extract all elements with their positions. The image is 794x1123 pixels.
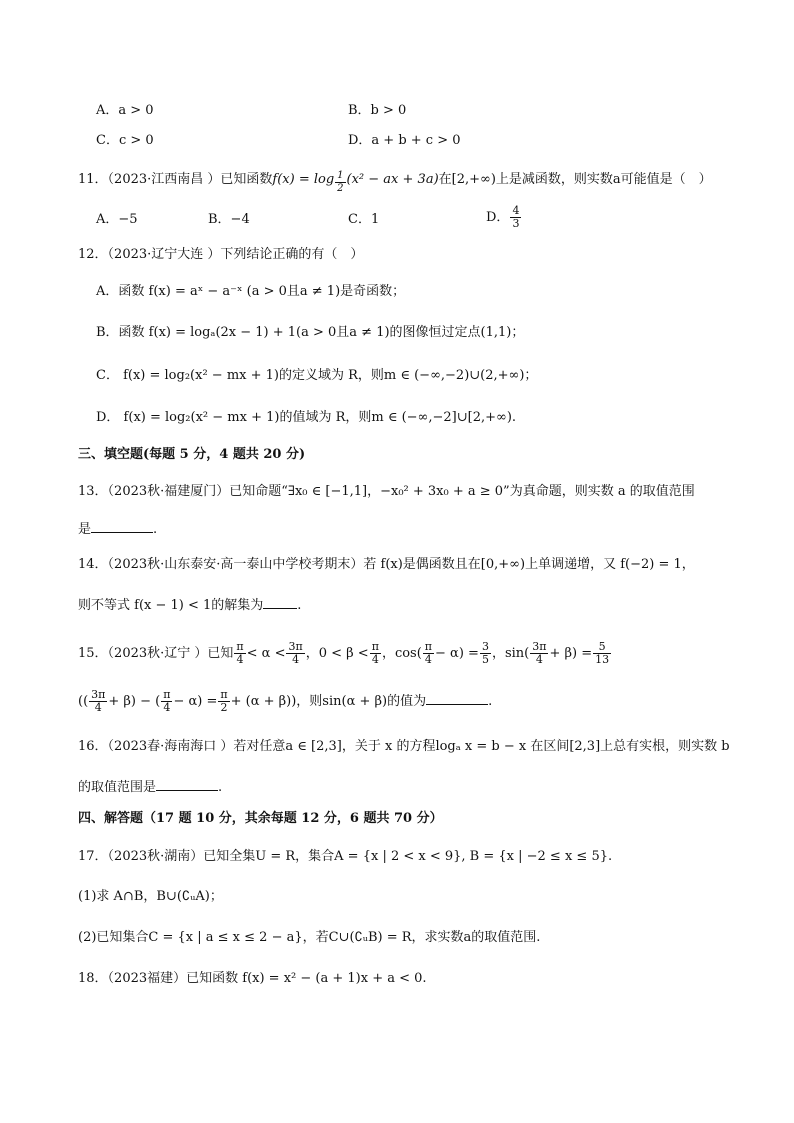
q10-option-d: D．a + b + c > 0 xyxy=(348,133,461,148)
q17-part1: (1)求 A∩B，B∪(∁ᵤA)； xyxy=(78,889,223,904)
q17-stem: 17．（2023秋·湖南）已知全集U = R，集合A = {x | 2 < x < 9}, B = {x | −2 ≤ x ≤ 5}. xyxy=(78,849,613,864)
q10-option-a: A．a > 0 xyxy=(96,103,154,118)
q11-option-b: B．−4 xyxy=(208,212,250,227)
q12-stem: 12．（2023·辽宁大连 ）下列结论正确的有（ ） xyxy=(78,247,364,262)
q14-answer-blank xyxy=(263,596,297,609)
q18-stem: 18．（2023福建）已知函数 f(x) = x² − (a + 1)x + a < 0. xyxy=(78,971,427,986)
q11-option-d-fraction: $\frac{4}{3}$ xyxy=(512,204,520,230)
q16-line2: 的取值范围是 . xyxy=(78,780,223,795)
q15-line1: 15．（2023秋·辽宁 ）已知 $\frac{\pi}{4}$ < α < $\frac{3\pi}{4}$ ，0 < β < $\frac{\pi}{4}$ ，cos( $\frac{\pi}{4}$ − α) = $\frac{3}{5}$ ，sin( $\frac{3\pi}{4}$ + β) = $\frac{5}{13}$ xyxy=(78,640,610,666)
q10-option-b: B．b > 0 xyxy=(348,103,407,118)
q12-option-a: A．函数 f(x) = aˣ − a⁻ˣ (a > 0且a ≠ 1)是奇函数； xyxy=(96,284,406,299)
q13-line2: 是 . xyxy=(78,522,158,537)
q16-line1: 16．（2023春·海南海口 ）若对任意a ∈ [2,3]，关于 x 的方程logₐ x = b − x 在区间[2,3]上总有实根，则实数 b xyxy=(78,739,730,754)
q11-option-a: A．−5 xyxy=(96,212,138,227)
q11-text-post: 在[2,+∞)上是减函数，则实数a可能值是（ ） xyxy=(438,172,712,187)
q11-option-d: D． $\frac{4}{3}$ xyxy=(486,204,520,230)
q16-answer-blank xyxy=(156,778,218,791)
q11-option-c: C．1 xyxy=(348,212,380,227)
q17-part2: (2)已知集合C = {x | a ≤ x ≤ 2 − a}，若C∪(∁ᵤB) = R，求实数a的取值范围. xyxy=(78,930,541,945)
q15-line2: (( $\frac{3\pi}{4}$ + β) − ( $\frac{\pi}{4}$ − α) = $\frac{\pi}{2}$ + (α + β))，则sin(α + β)的值为 . xyxy=(78,688,493,714)
section-4-heading: 四、解答题（17 题 10 分，其余每题 12 分，6 题共 70 分） xyxy=(78,811,443,826)
q13-line1: 13．（2023秋·福建厦门）已知命题“∃x₀ ∈ [−1,1]，−x₀² + 3x₀ + a ≥ 0”为真命题，则实数 a 的取值范围 xyxy=(78,484,695,499)
q10-option-c: C．c > 0 xyxy=(96,133,154,148)
q11-stem xyxy=(78,170,712,195)
q14-line2: 则不等式 f(x − 1) < 1的解集为 . xyxy=(78,598,302,613)
q11-log-base: $\frac{1}{2}$ xyxy=(337,170,344,194)
q11-text-pre: 11．（2023·江西南昌 ）已知函数 xyxy=(78,172,273,187)
q13-answer-blank xyxy=(91,520,153,533)
q12-option-c: C． f(x) = log₂(x² − mx + 1)的定义域为 R，则m ∈ (−∞,−2)∪(2,+∞)； xyxy=(96,368,538,383)
q11-formula: f(x) = log $\frac{1}{2}$ (x² − ax + 3a) xyxy=(272,170,439,194)
q14-line1: 14．（2023秋·山东泰安·高一泰山中学校考期末）若 f(x)是偶函数且在[0,+∞)上单调递增，又 f(−2) = 1， xyxy=(78,557,695,572)
q15-answer-blank xyxy=(426,692,488,705)
q12-option-d: D． f(x) = log₂(x² − mx + 1)的值域为 R，则m ∈ (−∞,−2]∪[2,+∞). xyxy=(96,410,517,425)
section-3-heading: 三、填空题(每题 5 分，4 题共 20 分) xyxy=(78,447,306,462)
q12-option-b: B．函数 f(x) = logₐ(2x − 1) + 1(a > 0且a ≠ 1)的图像恒过定点(1,1)； xyxy=(96,325,525,340)
